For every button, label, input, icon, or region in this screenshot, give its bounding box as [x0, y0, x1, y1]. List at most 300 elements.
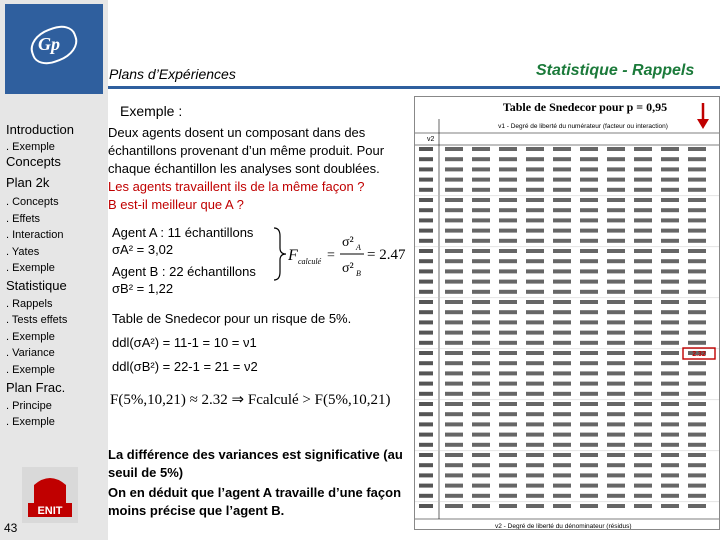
- table-cell: [607, 402, 625, 406]
- table-cell: [553, 341, 571, 345]
- table-cell: [688, 198, 706, 202]
- table-cell: [688, 473, 706, 477]
- table-row-label: [419, 463, 433, 467]
- agent-a-samples: Agent A : 11 échantillons: [112, 225, 254, 240]
- table-row-label: [419, 157, 433, 161]
- sidebar-item[interactable]: . Exemple: [6, 141, 55, 153]
- ddl-agent-b: ddl(σB²) = 22-1 = 21 = ν2: [112, 359, 258, 374]
- table-cell: [661, 484, 679, 488]
- table-highlight-value: 2.32: [692, 351, 706, 358]
- page-number: 43: [4, 521, 18, 535]
- table-cell: [526, 422, 544, 426]
- table-cell: [472, 412, 490, 416]
- table-row-label: [419, 412, 433, 416]
- table-cell: [634, 371, 652, 375]
- table-row-label: [419, 453, 433, 457]
- table-cell: [688, 412, 706, 416]
- table-cell: [553, 218, 571, 222]
- table-cell: [526, 167, 544, 171]
- table-cell: [688, 280, 706, 284]
- table-cell: [445, 361, 463, 365]
- table-cell: [526, 208, 544, 212]
- sidebar-item[interactable]: . Rappels: [6, 298, 53, 310]
- table-cell: [634, 300, 652, 304]
- table-cell: [553, 178, 571, 182]
- table-row-label: [419, 371, 433, 375]
- table-cell: [688, 494, 706, 498]
- table-cell: [688, 341, 706, 345]
- table-row-label: [419, 167, 433, 171]
- table-cell: [472, 422, 490, 426]
- sidebar-item[interactable]: . Concepts: [6, 196, 59, 208]
- table-cell: [607, 280, 625, 284]
- table-cell: [661, 331, 679, 335]
- table-cell: [499, 280, 517, 284]
- table-cell: [526, 382, 544, 386]
- table-cell: [445, 402, 463, 406]
- agent-b-samples: Agent B : 22 échantillons: [112, 264, 256, 279]
- table-cell: [472, 473, 490, 477]
- table-cell: [553, 249, 571, 253]
- table-cell: [607, 310, 625, 314]
- svg-text:B: B: [356, 269, 361, 278]
- enit-logo-text: ENIT: [37, 505, 63, 517]
- table-cell: [445, 249, 463, 253]
- table-cell: [661, 167, 679, 171]
- sidebar-item[interactable]: . Exemple: [6, 416, 55, 428]
- sidebar-item[interactable]: . Principe: [6, 400, 52, 412]
- table-cell: [499, 371, 517, 375]
- table-cell: [661, 341, 679, 345]
- table-cell: [526, 331, 544, 335]
- table-row-label: [419, 341, 433, 345]
- table-cell: [661, 453, 679, 457]
- table-cell: [445, 392, 463, 396]
- table-cell: [526, 290, 544, 294]
- table-cell: [661, 249, 679, 253]
- table-row-label: [419, 331, 433, 335]
- table-cell: [553, 494, 571, 498]
- conclusion-significance: La différence des variances est significative (au seuil de 5%): [108, 447, 403, 480]
- table-cell: [526, 402, 544, 406]
- table-cell: [553, 412, 571, 416]
- table-cell: [607, 494, 625, 498]
- svg-text:σ²: σ²: [342, 235, 354, 250]
- table-cell: [526, 188, 544, 192]
- table-cell: [499, 392, 517, 396]
- table-cell: [553, 351, 571, 355]
- table-cell: [553, 392, 571, 396]
- f-calculated-value: = 2.47: [367, 247, 406, 263]
- table-cell: [688, 382, 706, 386]
- table-cell: [661, 443, 679, 447]
- table-cell: [472, 188, 490, 192]
- table-cell: [472, 310, 490, 314]
- table-row-label: [419, 188, 433, 192]
- snedecor-sentence: Table de Snedecor pour un risque de 5%.: [112, 311, 352, 326]
- table-row-label: [419, 392, 433, 396]
- table-cell: [526, 157, 544, 161]
- table-cell: [607, 259, 625, 263]
- table-cell: [445, 453, 463, 457]
- f-calculated-formula: [270, 226, 412, 282]
- sidebar-item[interactable]: . Effets: [6, 213, 41, 225]
- table-cell: [526, 259, 544, 263]
- table-cell: [445, 320, 463, 324]
- table-cell: [553, 147, 571, 151]
- table-row-label: [419, 259, 433, 263]
- table-cell: [445, 422, 463, 426]
- table-title: Table de Snedecor pour p = 0,95: [502, 100, 668, 114]
- table-cell: [580, 341, 598, 345]
- table-cell: [526, 239, 544, 243]
- table-cell: [634, 178, 652, 182]
- table-cell: [580, 361, 598, 365]
- table-cell: [445, 178, 463, 182]
- table-cell: [553, 331, 571, 335]
- table-cell: [445, 300, 463, 304]
- table-cell: [445, 484, 463, 488]
- table-cell: [580, 494, 598, 498]
- svg-text:F: F: [288, 247, 298, 264]
- table-cell: [472, 443, 490, 447]
- table-cell: [553, 463, 571, 467]
- table-cell: [553, 208, 571, 212]
- table-cell: [607, 320, 625, 324]
- table-header-v1: v1 - Degré de liberté du numérateur (facteur ou interaction): [498, 123, 668, 130]
- table-row-label: [419, 320, 433, 324]
- table-cell: [688, 484, 706, 488]
- table-cell: [526, 371, 544, 375]
- table-cell: [580, 320, 598, 324]
- table-cell: [634, 218, 652, 222]
- table-cell: [526, 473, 544, 477]
- sidebar-item[interactable]: Plan 2k: [6, 175, 50, 190]
- table-cell: [661, 229, 679, 233]
- table-cell: [526, 147, 544, 151]
- sidebar-item[interactable]: . Variance: [6, 347, 55, 359]
- table-cell: [499, 157, 517, 161]
- sidebar-item[interactable]: . Exemple: [6, 331, 55, 343]
- table-cell: [661, 473, 679, 477]
- svg-text:=: =: [327, 248, 335, 263]
- table-cell: [580, 218, 598, 222]
- table-cell: [661, 371, 679, 375]
- table-cell: [634, 320, 652, 324]
- table-cell: [634, 433, 652, 437]
- table-cell: [499, 249, 517, 253]
- table-cell: [445, 157, 463, 161]
- sidebar-item[interactable]: . Exemple: [6, 262, 55, 274]
- table-cell: [526, 300, 544, 304]
- table-cell: [499, 473, 517, 477]
- table-cell: [445, 280, 463, 284]
- table-cell: [553, 300, 571, 304]
- table-cell: [688, 147, 706, 151]
- table-col-label: v2: [427, 136, 435, 143]
- table-cell: [472, 269, 490, 273]
- sidebar-item[interactable]: . Interaction: [6, 229, 64, 241]
- table-cell: [688, 208, 706, 212]
- table-cell: [445, 310, 463, 314]
- table-cell: [607, 147, 625, 151]
- table-cell: [499, 147, 517, 151]
- table-cell: [634, 249, 652, 253]
- table-cell: [472, 382, 490, 386]
- table-cell: [526, 229, 544, 233]
- table-cell: [580, 504, 598, 508]
- table-cell: [580, 239, 598, 243]
- table-cell: [580, 463, 598, 467]
- table-cell: [607, 484, 625, 488]
- table-cell: [553, 280, 571, 284]
- table-cell: [499, 382, 517, 386]
- table-cell: [688, 331, 706, 335]
- table-cell: [499, 484, 517, 488]
- table-cell: [607, 239, 625, 243]
- intro-text: Deux agents dosent un composant dans des échantillons provenant d’un même produit. Pour chaque échantillon les analyses sont doublées.: [108, 125, 385, 176]
- table-cell: [553, 229, 571, 233]
- table-cell: [634, 504, 652, 508]
- table-cell: [499, 331, 517, 335]
- table-cell: [445, 351, 463, 355]
- table-cell: [472, 229, 490, 233]
- snedecor-table-image: [414, 96, 720, 530]
- table-cell: [580, 290, 598, 294]
- table-cell: [472, 157, 490, 161]
- table-cell: [499, 218, 517, 222]
- table-cell: [580, 167, 598, 171]
- table-cell: [445, 504, 463, 508]
- table-cell: [634, 229, 652, 233]
- table-cell: [634, 167, 652, 171]
- table-cell: [634, 157, 652, 161]
- table-cell: [661, 463, 679, 467]
- table-cell: [499, 208, 517, 212]
- table-cell: [526, 178, 544, 182]
- table-cell: [553, 259, 571, 263]
- sidebar-item[interactable]: Statistique: [6, 278, 67, 293]
- question-1: Les agents travaillent ils de la même façon ?: [108, 179, 365, 194]
- table-cell: [661, 208, 679, 212]
- table-cell: [472, 259, 490, 263]
- table-cell: [688, 392, 706, 396]
- sidebar-item[interactable]: Concepts: [6, 154, 61, 169]
- table-cell: [634, 269, 652, 273]
- table-cell: [688, 422, 706, 426]
- table-cell: [553, 239, 571, 243]
- table-cell: [688, 443, 706, 447]
- table-cell: [553, 422, 571, 426]
- table-cell: [607, 422, 625, 426]
- table-row-label: [419, 147, 433, 151]
- table-row-label: [419, 494, 433, 498]
- presentation-title: Plans d’Expériences: [109, 66, 236, 82]
- table-cell: [499, 463, 517, 467]
- sidebar-item[interactable]: . Exemple: [6, 364, 55, 376]
- table-cell: [526, 392, 544, 396]
- table-cell: [580, 300, 598, 304]
- sidebar-item[interactable]: Plan Frac.: [6, 380, 66, 395]
- table-row-label: [419, 433, 433, 437]
- table-cell: [445, 412, 463, 416]
- table-row-label: [419, 382, 433, 386]
- sidebar-item[interactable]: . Tests effets: [6, 314, 68, 326]
- table-row-label: [419, 208, 433, 212]
- table-cell: [688, 259, 706, 263]
- table-cell: [526, 249, 544, 253]
- table-cell: [607, 412, 625, 416]
- table-cell: [688, 453, 706, 457]
- table-cell: [472, 290, 490, 294]
- table-cell: [661, 290, 679, 294]
- table-cell: [634, 208, 652, 212]
- table-cell: [661, 504, 679, 508]
- table-cell: [634, 341, 652, 345]
- table-cell: [688, 178, 706, 182]
- table-cell: [472, 371, 490, 375]
- table-cell: [553, 504, 571, 508]
- table-cell: [499, 167, 517, 171]
- table-cell: [553, 443, 571, 447]
- table-cell: [580, 473, 598, 477]
- table-cell: [688, 249, 706, 253]
- table-row-label: [419, 484, 433, 488]
- table-cell: [607, 473, 625, 477]
- table-cell: [661, 259, 679, 263]
- table-cell: [445, 147, 463, 151]
- table-cell: [445, 494, 463, 498]
- table-cell: [445, 433, 463, 437]
- table-cell: [634, 494, 652, 498]
- section-title: Statistique - Rappels: [536, 62, 695, 79]
- table-cell: [553, 310, 571, 314]
- table-cell: [688, 433, 706, 437]
- table-cell: [445, 463, 463, 467]
- table-cell: [688, 320, 706, 324]
- table-cell: [580, 392, 598, 396]
- table-cell: [526, 269, 544, 273]
- table-cell: [634, 382, 652, 386]
- table-cell: [580, 351, 598, 355]
- sidebar-item[interactable]: Introduction: [6, 122, 74, 137]
- table-cell: [472, 484, 490, 488]
- table-cell: [526, 484, 544, 488]
- table-cell: [445, 188, 463, 192]
- table-cell: [553, 320, 571, 324]
- table-cell: [580, 147, 598, 151]
- table-cell: [499, 188, 517, 192]
- table-cell: [580, 310, 598, 314]
- table-cell: [553, 382, 571, 386]
- table-cell: [661, 269, 679, 273]
- table-cell: [472, 178, 490, 182]
- table-cell: [526, 443, 544, 447]
- table-cell: [688, 361, 706, 365]
- table-cell: [526, 341, 544, 345]
- table-cell: [580, 371, 598, 375]
- table-cell: [553, 198, 571, 202]
- table-cell: [580, 249, 598, 253]
- table-cell: [472, 433, 490, 437]
- table-cell: [661, 218, 679, 222]
- table-cell: [688, 188, 706, 192]
- table-cell: [445, 167, 463, 171]
- table-cell: [580, 402, 598, 406]
- table-cell: [445, 290, 463, 294]
- table-cell: [472, 218, 490, 222]
- table-cell: [472, 463, 490, 467]
- table-cell: [688, 157, 706, 161]
- table-row-label: [419, 361, 433, 365]
- table-cell: [472, 208, 490, 212]
- table-cell: [553, 290, 571, 294]
- table-cell: [661, 320, 679, 324]
- table-cell: [526, 494, 544, 498]
- table-cell: [634, 443, 652, 447]
- table-cell: [553, 484, 571, 488]
- table-cell: [553, 371, 571, 375]
- sidebar-item[interactable]: . Yates: [6, 246, 40, 258]
- table-cell: [607, 331, 625, 335]
- table-cell: [580, 453, 598, 457]
- table-cell: [634, 392, 652, 396]
- table-cell: [472, 300, 490, 304]
- table-cell: [661, 412, 679, 416]
- table-cell: [634, 331, 652, 335]
- table-cell: [472, 341, 490, 345]
- table-cell: [688, 310, 706, 314]
- table-cell: [661, 351, 679, 355]
- table-cell: [607, 167, 625, 171]
- table-cell: [634, 259, 652, 263]
- table-cell: [499, 269, 517, 273]
- table-cell: [553, 473, 571, 477]
- table-cell: [526, 310, 544, 314]
- svg-text:A: A: [356, 243, 361, 252]
- table-cell: [472, 167, 490, 171]
- table-cell: [634, 280, 652, 284]
- table-cell: [634, 412, 652, 416]
- table-cell: [634, 453, 652, 457]
- conclusion-precision: On en déduit que l’agent A travaille d’une façon moins précise que l’agent B.: [108, 485, 402, 518]
- table-footer-v2: v2 - Degré de liberté du dénominateur (résidus): [495, 523, 632, 530]
- table-cell: [445, 208, 463, 212]
- table-cell: [688, 463, 706, 467]
- table-cell: [607, 290, 625, 294]
- table-cell: [472, 331, 490, 335]
- table-cell: [472, 351, 490, 355]
- table-cell: [499, 310, 517, 314]
- table-cell: [553, 167, 571, 171]
- table-cell: [580, 412, 598, 416]
- table-cell: [499, 229, 517, 233]
- table-cell: [499, 494, 517, 498]
- table-cell: [634, 188, 652, 192]
- table-row-label: [419, 198, 433, 202]
- table-cell: [553, 269, 571, 273]
- table-row-label: [419, 422, 433, 426]
- table-row-label: [419, 504, 433, 508]
- table-cell: [580, 198, 598, 202]
- table-cell: [634, 310, 652, 314]
- table-cell: [607, 269, 625, 273]
- table-cell: [661, 280, 679, 284]
- table-row-label: [419, 229, 433, 233]
- table-cell: [472, 249, 490, 253]
- table-cell: [661, 178, 679, 182]
- table-cell: [499, 443, 517, 447]
